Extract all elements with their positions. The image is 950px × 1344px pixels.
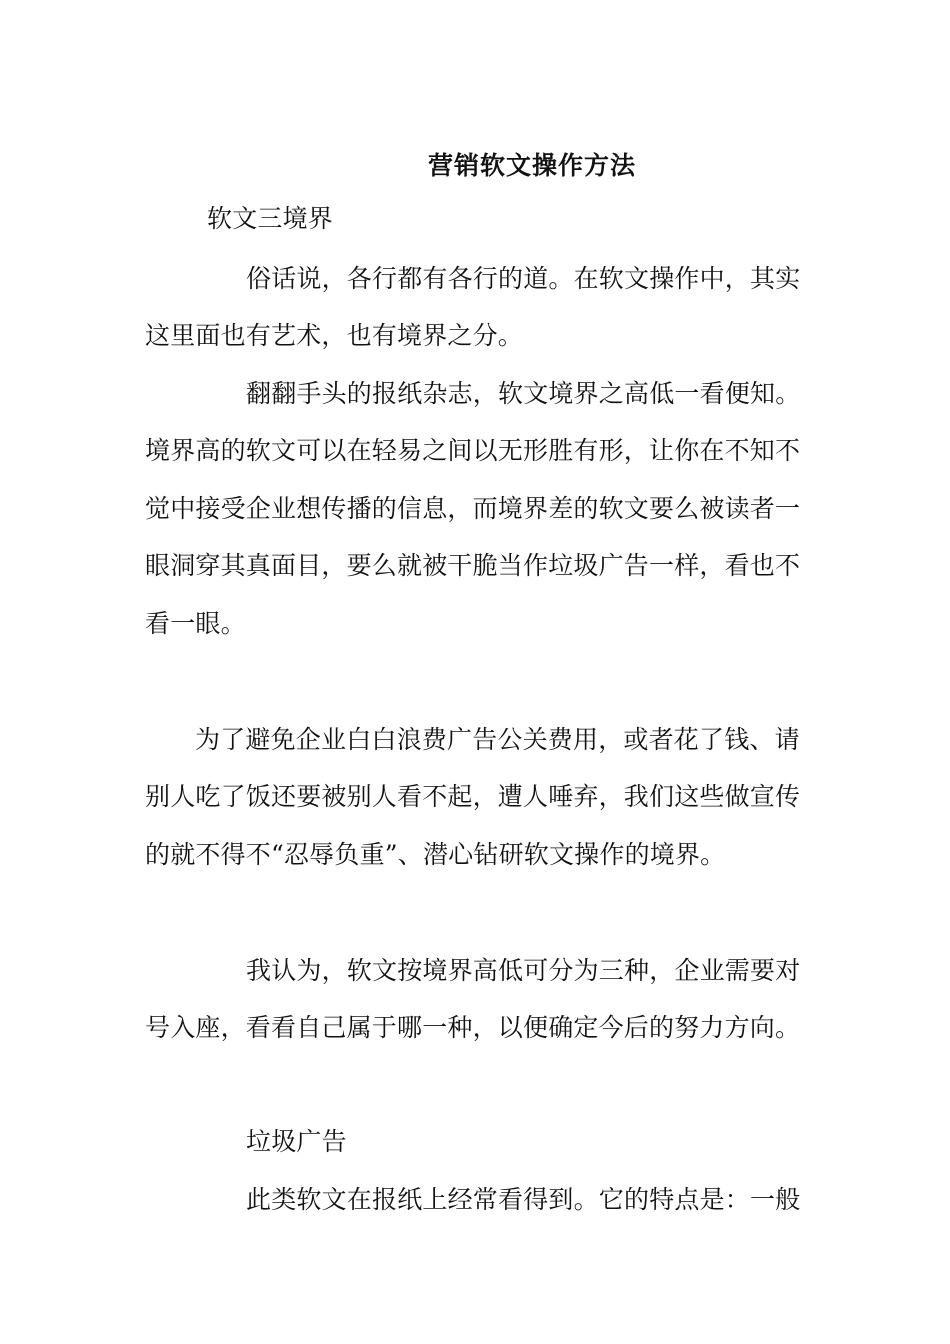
paragraph-line: 号入座，看看自己属于哪一种，以便确定今后的努力方向。: [145, 1013, 801, 1042]
document-title: 营销软文操作方法: [428, 151, 637, 180]
paragraph-line: 境界高的软文可以在轻易之间以无形胜有形，让你在不知不: [145, 436, 801, 465]
paragraph-line: 别人吃了饭还要被别人看不起，遭人唾弃，我们这些做宣传: [145, 782, 801, 811]
paragraph-line: 翻翻手头的报纸杂志，软文境界之高低一看便知。: [246, 379, 801, 408]
paragraph-line: 这里面也有艺术，也有境界之分。: [145, 321, 524, 350]
paragraph-line: 觉中接受企业想传播的信息，而境界差的软文要么被读者一: [145, 494, 801, 523]
paragraph-line: 此类软文在报纸上经常看得到。它的特点是：一般: [246, 1185, 801, 1214]
subheading: 垃圾广告: [246, 1127, 347, 1156]
paragraph-line: 眼洞穿其真面目，要么就被干脆当作垃圾广告一样，看也不: [145, 551, 801, 580]
paragraph-line: 俗话说，各行都有各行的道。在软文操作中，其实: [246, 264, 801, 293]
paragraph-line: 我认为，软文按境界高低可分为三种，企业需要对: [246, 956, 801, 985]
paragraph-line: 的就不得不“忍辱负重”、潜心钻研软文操作的境界。: [145, 840, 726, 869]
paragraph-line: 为了避免企业白白浪费广告公关费用，或者花了钱、请: [195, 725, 800, 754]
paragraph-line: 看一眼。: [145, 609, 246, 638]
section-heading: 软文三境界: [207, 204, 334, 233]
